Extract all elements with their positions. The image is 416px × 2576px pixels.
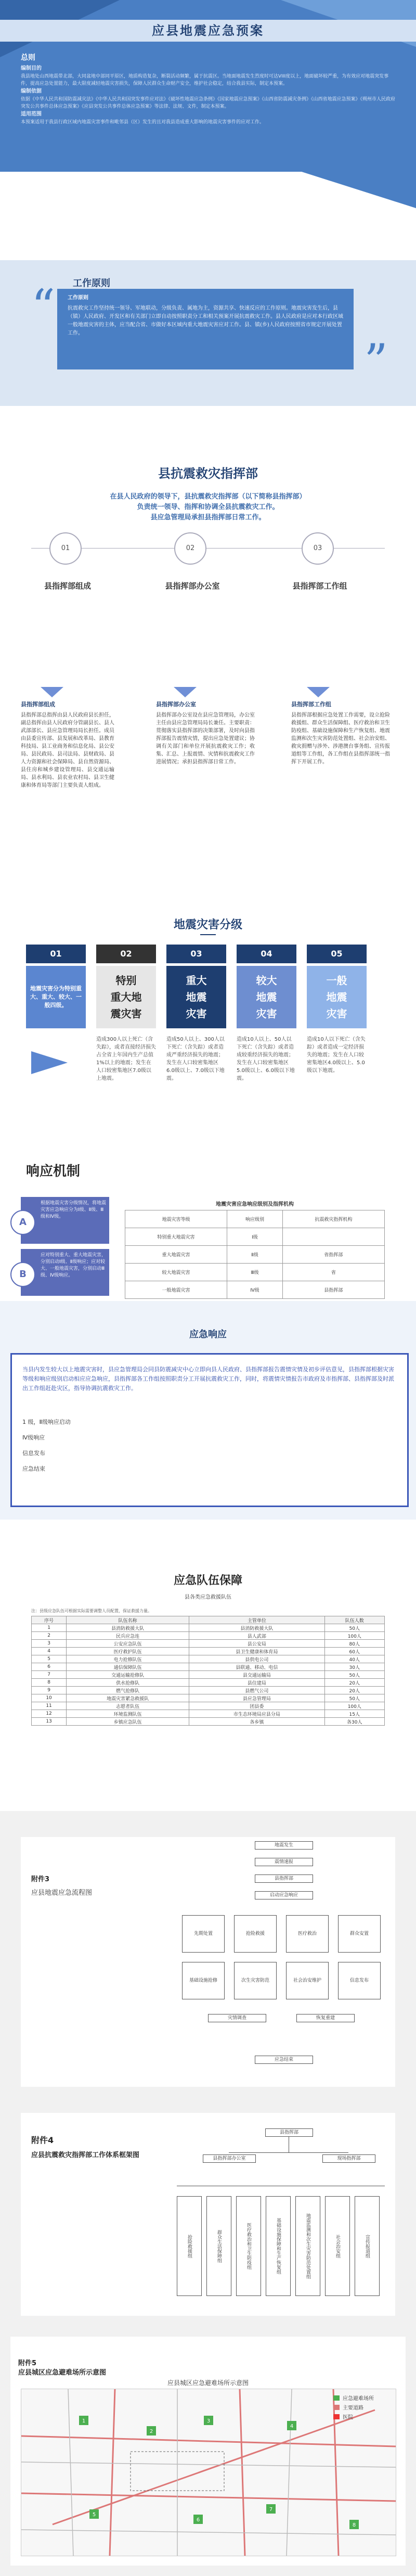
table-cell: 11 <box>32 1702 67 1710</box>
principle-card-label: 工作原则 <box>68 295 88 301</box>
command-heading: 县抗震救灾指挥部 <box>158 466 258 481</box>
response-b-text: 应对特别重大、重大地震灾害，分别启动Ⅰ级、Ⅱ级响应；应对较大、一般地震灾害，分别启动Ⅲ级、Ⅳ级响应。 <box>41 1253 107 1278</box>
table-row <box>32 1663 385 1671</box>
table-cell: 20人 <box>324 1687 384 1694</box>
table-cell: 县燃气公司 <box>189 1687 324 1694</box>
table-cell: 1 <box>32 1624 67 1632</box>
flow-box: 社会治安维护 <box>286 1962 329 1999</box>
legend-swatch <box>333 2414 340 2419</box>
response-table-title: 地震灾害应急响应级别及指挥机构 <box>216 1202 294 1207</box>
team-table <box>31 1616 385 1726</box>
table-cell: 各乡镇 <box>189 1718 324 1726</box>
command-label-2: 县指挥部办公室 <box>165 581 220 591</box>
table-row <box>32 1648 385 1655</box>
table-cell: 80人 <box>324 1640 384 1648</box>
level-intro-box: 地震灾害分为特别重大、重大、较大、一般四级。 <box>26 966 86 1028</box>
level-box-5: 一般 地震 灾害 <box>307 966 367 1028</box>
shelter-label: 1 <box>82 2418 86 2424</box>
table-header: 队伍人数 <box>324 1616 384 1624</box>
table-cell: 省指挥部 <box>282 1246 384 1264</box>
org-group-box: 医疗救治和卫生防疫组 <box>236 2196 261 2296</box>
table-cell: 县住建局 <box>189 1679 324 1687</box>
appendix5-title: 应县城区应急避难场所示意图 <box>18 2369 107 2377</box>
badge-a: A <box>10 1210 35 1235</box>
command-col-text: 县指挥部总指挥由县人民政府县长担任，副总指挥由县人民政府分管副县长、县人武部部长、县应急管理局局长担任。成员由县委宣传部、县发展和改革局、县教育科技局、县工业商务和信息化局、县公安局、县民政局、县司法局、县财政局、县人力资源和社会保障局、县自然资源局、县住房和城乡建设管理局、县交通运输局、县水利局、县农业农村局、县卫生健康和体育局等部门主要负责人组成。 <box>21 712 114 788</box>
table-row <box>32 1687 385 1694</box>
table-cell: 30人 <box>324 1663 384 1671</box>
table-cell: 通信保障队伍 <box>67 1663 189 1671</box>
command-label-3: 县指挥部工作组 <box>292 581 347 591</box>
table-cell: 较大地震灾害 <box>125 1264 227 1281</box>
level-num-4: 04 <box>237 945 296 963</box>
levels-section <box>0 874 416 1124</box>
table-cell: 省 <box>282 1264 384 1281</box>
table-cell: 5 <box>32 1655 67 1663</box>
table-row <box>32 1679 385 1687</box>
shelter-site <box>79 2416 88 2425</box>
table-cell: 50人 <box>324 1624 384 1632</box>
table-cell: 50人 <box>324 1671 384 1679</box>
emergency-item: 1 级，Ⅱ级响应启动 <box>22 1419 71 1425</box>
table-cell: 100人 <box>324 1632 384 1640</box>
level-box-3: 重大 地震 灾害 <box>166 966 226 1028</box>
level-desc-5: 造成10人以下死亡（含失踪）或者造成一定经济损失的地震；发生在人口较密集地区4.0级以上、5.0级以下地震。 <box>307 1037 366 1074</box>
command-intro-line: 县应急管理局承担县指挥部日常工作。 <box>150 514 266 521</box>
table-row <box>32 1694 385 1702</box>
org-line <box>229 2152 348 2153</box>
principle-section <box>0 260 416 406</box>
command-col-3 <box>291 700 390 766</box>
emergency-text: 当县内发生较大以上地震灾害时，县应急管理局会同县防震减灾中心立即向县人民政府、县指挥部报告震情灾情及初步评估意见，县指挥部根据灾害等级和响应级别启动相应应急响应，县指挥部各工作组按照职责分工开展抗震救灾工作，同时，将震情灾情报告市政府及市指挥部、县指挥部及时派出工作组赶赴灾区，指导协调抗震救灾工作。 <box>22 1366 394 1392</box>
shelter-site <box>287 2421 296 2430</box>
command-col-title: 县指挥部工作组 <box>291 701 331 708</box>
shelter-label: 4 <box>290 2424 294 2429</box>
arrow-down-icon <box>307 687 330 697</box>
appendix3-panel <box>21 1837 395 2087</box>
badge-b: B <box>10 1262 35 1287</box>
level-num-1: 01 <box>26 945 86 963</box>
table-row <box>32 1702 385 1710</box>
flow-box: 应急结束 <box>255 2056 313 2064</box>
table-cell: 县人武部 <box>189 1632 324 1640</box>
table-cell: 县消防救援大队 <box>67 1624 189 1632</box>
legend-swatch <box>333 2395 340 2401</box>
flow-box: 震情速报 <box>255 1858 313 1866</box>
purpose-text: 我县地处山西地震带北部，大同盆地中部同平原区，地质构造复杂，断裂活动频繁，属于抗震区。当地面地震发生烈度时可达VIII度以上，地面破坏较严重，为有效应对地震突发事件，提高应急处置能力，最大限度减轻地震灾害损失，保障人民群众生命财产安全，维护社会稳定，结合我县实际，制定本预案。 <box>21 74 389 86</box>
table-cell: 环境监测队伍 <box>67 1710 189 1718</box>
shelter-site <box>204 2416 213 2425</box>
shelter-label: 6 <box>196 2517 200 2523</box>
principle-card <box>57 289 354 369</box>
table-cell: 市生态环境局应县分局 <box>189 1710 324 1718</box>
flow-box: 启动应急响应 <box>255 1891 313 1899</box>
table-cell: 县供电公司 <box>189 1655 324 1663</box>
basis-text: 依据《中华人民共和国防震减灾法》《中华人民共和国突发事件应对法》《破坏性地震应急条例》《国家地震应急预案》《山西省防震减灾条例》《山西省地震应急预案》《朔州市人民政府突发公共事件总体应急预案》《应县突发公共事件总体应急预案》等法律、法规、文件，制定本预案。 <box>21 97 396 109</box>
scope-label: 适用范围 <box>21 111 42 117</box>
shelter-label: 7 <box>269 2507 273 2513</box>
level-num-5: 05 <box>307 945 367 963</box>
shelter-site <box>266 2504 276 2514</box>
spacer-panel <box>0 172 416 260</box>
appendix3-section <box>0 1811 416 2102</box>
table-cell: 供水抢修队 <box>67 1679 189 1687</box>
legend-swatch <box>333 2405 340 2410</box>
shelter-label: 8 <box>352 2522 356 2528</box>
org-mid-box: 现场指挥部 <box>322 2154 375 2163</box>
flow-box: 先期处置 <box>182 1915 225 1953</box>
shelter-site <box>147 2426 156 2435</box>
principle-card-text: 抗震救灾工作坚持统一领导、军地联动，分级负责、属地为主，资源共享、快速反应的工作原则。地震灾害发生后，县（镇）人民政府、开发区和有关部门立即自动按照职责分工和相关预案开展抗震救灾工作。县人民政府是应对本行政区域一般地震灾害的主体，应当配合省、市做好本区域内重大地震灾害应对工作。县、镇(乡)人民政府按照省市规定开展处置工作。 <box>68 305 343 336</box>
table-cell: 重大地震灾害 <box>125 1246 227 1264</box>
appendix4-heading: 附件4 <box>31 2135 54 2145</box>
table-cell: 燃气抢修队 <box>67 1687 189 1694</box>
command-col-text: 县指挥部根据应急处置工作需要，设立抢险救援组、群众生活保障组、医疗救治和卫生防疫组、基础设施保障和生产恢复组、地震监测和次生灾害防范处置组、社会治安组、救灾捐赠与涉外、涉港澳台事务组、宣传报道组等工作组，各工作组在县指挥部统一指挥下开展工作。 <box>291 712 390 765</box>
level-num-2: 02 <box>96 945 156 963</box>
org-group-box: 宣传报道组 <box>355 2196 380 2296</box>
appendix3-title: 应县地震应急流程图 <box>31 1889 93 1897</box>
legend-label: 应急避难场所 <box>343 2396 374 2402</box>
table-cell: 乡镇应急队伍 <box>67 1718 189 1726</box>
shelter-label: 2 <box>149 2429 153 2434</box>
purpose-label: 编制目的 <box>21 66 42 71</box>
response-heading: 响应机制 <box>26 1164 81 1179</box>
org-group-box: 基础设施保障和生产恢复组 <box>266 2196 291 2296</box>
table-cell: Ⅱ级 <box>227 1246 283 1264</box>
team-note: 注：县级应急队伍可根据实际需要调整人员配置，保证救援力量。 <box>31 1609 152 1613</box>
table-cell: 15人 <box>324 1710 384 1718</box>
header-banner <box>0 0 416 172</box>
table-cell: 县消防救援大队 <box>189 1624 324 1632</box>
command-section <box>0 406 416 874</box>
table-cell: 地震灾害紧急救援队 <box>67 1694 189 1702</box>
shelter-site <box>193 2515 203 2524</box>
emergency-items <box>22 1414 71 1477</box>
command-intro <box>78 492 338 523</box>
org-group-box: 群众生活保障组 <box>206 2196 231 2296</box>
map-title: 应县城区应急避难场所示意图 <box>167 2379 249 2387</box>
shelter-label: 3 <box>206 2418 211 2424</box>
table-cell: 县应急管理局 <box>189 1694 324 1702</box>
org-top-box: 县指挥部 <box>265 2128 313 2137</box>
table-row <box>32 1718 385 1726</box>
table-cell: 40人 <box>324 1655 384 1663</box>
level-num-3: 03 <box>166 945 226 963</box>
table-cell: 100人 <box>324 1702 384 1710</box>
appendix4-title: 应县抗震救灾指挥部工作体系框架图 <box>31 2151 140 2159</box>
arrow-right-icon <box>31 1051 68 1074</box>
emergency-item: 应急结束 <box>22 1465 45 1472</box>
table-row <box>32 1632 385 1640</box>
table-cell: 10 <box>32 1694 67 1702</box>
map-graphic <box>21 2389 396 2556</box>
heading-underline <box>200 934 216 935</box>
command-col-1 <box>21 700 114 789</box>
team-section <box>0 1520 416 1811</box>
flow-box: 医疗救治 <box>286 1915 329 1953</box>
level-desc-2: 造成300人以上死亡（含失踪），或者直接经济损失占全省上年国内生产总值1%以上的地震；发生在人口较密集地区7.0级以上地震。 <box>96 1037 156 1081</box>
arrow-down-icon <box>174 687 197 697</box>
command-col-text: 县指挥部办公室设在县应急管理局，办公室主任由县应急管理局局长兼任。主要职责：贯彻落实县指挥部的决策部署，及时向县指挥部报告震情灾情，提出应急处置建议；协调有关部门和单位开展抗震救灾工作；收集、汇总、上报震情、灾情和抗震救灾工作进展情况；承担县指挥部日常工作。 <box>156 712 255 765</box>
response-table <box>125 1210 385 1299</box>
flow-box: 抢险救援 <box>234 1915 277 1953</box>
table-cell: 团县委 <box>189 1702 324 1710</box>
step-circle-3: 03 <box>302 532 334 565</box>
table-row <box>32 1640 385 1648</box>
table-cell: 6 <box>32 1663 67 1671</box>
flow-box: 信息发布 <box>338 1962 381 1999</box>
team-heading: 应急队伍保障 <box>173 1574 242 1587</box>
appendix5-panel <box>10 2337 406 2566</box>
table-cell: 20人 <box>324 1679 384 1687</box>
table-cell: 公安应急队伍 <box>67 1640 189 1648</box>
table-row <box>32 1624 385 1632</box>
org-group-box: 抢险救援组 <box>177 2196 202 2296</box>
table-cell: 60人 <box>324 1648 384 1655</box>
table-cell: 4 <box>32 1648 67 1655</box>
table-cell: 交通运输抢修队 <box>67 1671 189 1679</box>
appendix4-section <box>0 2102 416 2326</box>
org-group-box: 地震监测和次生灾害防范处置组 <box>295 2196 320 2296</box>
response-a-text: 根据地震灾害分级情况，将地震灾害应急响应分为Ⅰ级、Ⅱ级、Ⅲ级和Ⅳ级。 <box>41 1201 107 1219</box>
quote-close-icon: ” <box>364 334 388 389</box>
step-circle-2: 02 <box>174 532 206 565</box>
table-cell: 一般地震灾害 <box>125 1281 227 1299</box>
table-cell <box>282 1228 384 1246</box>
general-section <box>21 52 395 167</box>
table-cell: 县交通运输局 <box>189 1671 324 1679</box>
principle-heading: 工作原则 <box>73 278 110 289</box>
legend-label: 主要道路 <box>343 2405 363 2411</box>
flow-box: 基础设施抢修 <box>182 1962 225 1999</box>
page-title: 应县地震应急预案 <box>152 23 264 38</box>
scope-text: 本预案适用于我县行政区域内地震灾害事件和毗邻县（区）发生的且对我县造成重大影响的地震灾害事件的应对工作。 <box>21 120 265 125</box>
command-label-1: 县指挥部组成 <box>44 581 91 591</box>
legend-label: 医院 <box>343 2415 353 2420</box>
table-cell: 8 <box>32 1679 67 1687</box>
table-cell: 民兵应急连 <box>67 1632 189 1640</box>
table-cell: Ⅰ级 <box>227 1228 283 1246</box>
response-section <box>0 1124 416 1301</box>
table-cell: 县联通、移动、电信 <box>189 1663 324 1671</box>
table-cell: Ⅲ级 <box>227 1264 283 1281</box>
table-cell: 电力抢修队伍 <box>67 1655 189 1663</box>
flow-box: 灾情调查 <box>208 2014 266 2022</box>
table-cell: 县卫生健康和体育局 <box>189 1648 324 1655</box>
emergency-item: Ⅳ级响应 <box>22 1434 45 1441</box>
emergency-box <box>10 1353 409 1507</box>
flowchart <box>177 1837 390 2082</box>
table-cell: Ⅳ级 <box>227 1281 283 1299</box>
table-row <box>32 1655 385 1663</box>
table-cell: 县公安局 <box>189 1640 324 1648</box>
table-cell: 13 <box>32 1718 67 1726</box>
table-cell: 特别重大地震灾害 <box>125 1228 227 1246</box>
corner-decoration <box>302 172 416 208</box>
command-col-title: 县指挥部办公室 <box>156 701 196 708</box>
emergency-item: 信息发布 <box>22 1450 45 1457</box>
arrow-down-icon <box>41 687 63 697</box>
table-cell: 50人 <box>324 1694 384 1702</box>
shelter-site <box>89 2509 99 2519</box>
step-circle-1: 01 <box>49 532 82 565</box>
appendix5-section <box>0 2326 416 2576</box>
quote-open-icon: “ <box>31 279 56 334</box>
flow-box: 恢复重建 <box>296 2014 355 2022</box>
table-cell: 3 <box>32 1640 67 1648</box>
table-row <box>32 1710 385 1718</box>
appendix5-heading: 附件5 <box>18 2360 37 2367</box>
basis-label: 编制依据 <box>21 88 42 94</box>
team-table-title: 县各类应急救援队伍 <box>185 1595 231 1600</box>
appendix3-heading: 附件3 <box>31 1876 50 1883</box>
table-cell: 各30人 <box>324 1718 384 1726</box>
table-cell: 抗震救灾指挥机构 <box>282 1210 384 1228</box>
command-intro-line: 在县人民政府的领导下，县抗震救灾指挥部（以下简称县指挥部） <box>110 493 306 501</box>
table-header: 序号 <box>32 1616 67 1624</box>
table-cell: 志愿者队伍 <box>67 1702 189 1710</box>
flow-box: 群众安置 <box>338 1915 381 1953</box>
table-cell: 地震灾害等级 <box>125 1210 227 1228</box>
appendix4-panel <box>21 2113 395 2316</box>
flow-box: 次生灾害防范 <box>234 1962 277 1999</box>
org-mid-box: 县指挥部办公室 <box>203 2154 256 2163</box>
table-header: 队伍名称 <box>67 1616 189 1624</box>
table-cell: 2 <box>32 1632 67 1640</box>
emergency-section <box>0 1301 416 1520</box>
level-desc-3: 造成50人以上、300人以下死亡（含失踪）或者造成严重经济损失的地震；发生在人口较密集地区6.0级以上、7.0级以下地震。 <box>166 1037 225 1081</box>
level-desc-4: 造成10人以上、50人以下死亡（含失踪）或者造成较重经济损失的地震；发生在人口较密集地区5.0级以上、6.0级以下地震。 <box>237 1037 295 1081</box>
evacuation-map <box>21 2389 396 2556</box>
table-cell: 12 <box>32 1710 67 1718</box>
command-col-2 <box>156 700 255 766</box>
levels-heading: 地震灾害分级 <box>173 919 242 932</box>
flow-box: 地震发生 <box>255 1841 313 1850</box>
table-header: 主管单位 <box>189 1616 324 1624</box>
shelter-label: 5 <box>92 2512 96 2518</box>
command-col-title: 县指挥部组成 <box>21 701 55 708</box>
emergency-heading: 应急响应 <box>189 1329 227 1340</box>
flow-box: 县指挥部 <box>255 1874 313 1883</box>
general-heading: 总则 <box>21 54 35 62</box>
table-cell: 响应级别 <box>227 1210 283 1228</box>
table-cell: 9 <box>32 1687 67 1694</box>
table-cell: 医疗救护队伍 <box>67 1648 189 1655</box>
table-cell: 县指挥部 <box>282 1281 384 1299</box>
org-group-box: 社会治安组 <box>325 2196 350 2296</box>
command-intro-line: 负责统一领导、指挥和协调全县抗震救灾工作。 <box>137 503 279 511</box>
org-groups <box>177 2191 385 2311</box>
level-box-4: 较大 地震 灾害 <box>237 966 296 1028</box>
table-cell: 7 <box>32 1671 67 1679</box>
table-row <box>32 1671 385 1679</box>
level-box-2: 特别 重大地 震灾害 <box>96 966 156 1028</box>
shelter-site <box>349 2520 359 2529</box>
